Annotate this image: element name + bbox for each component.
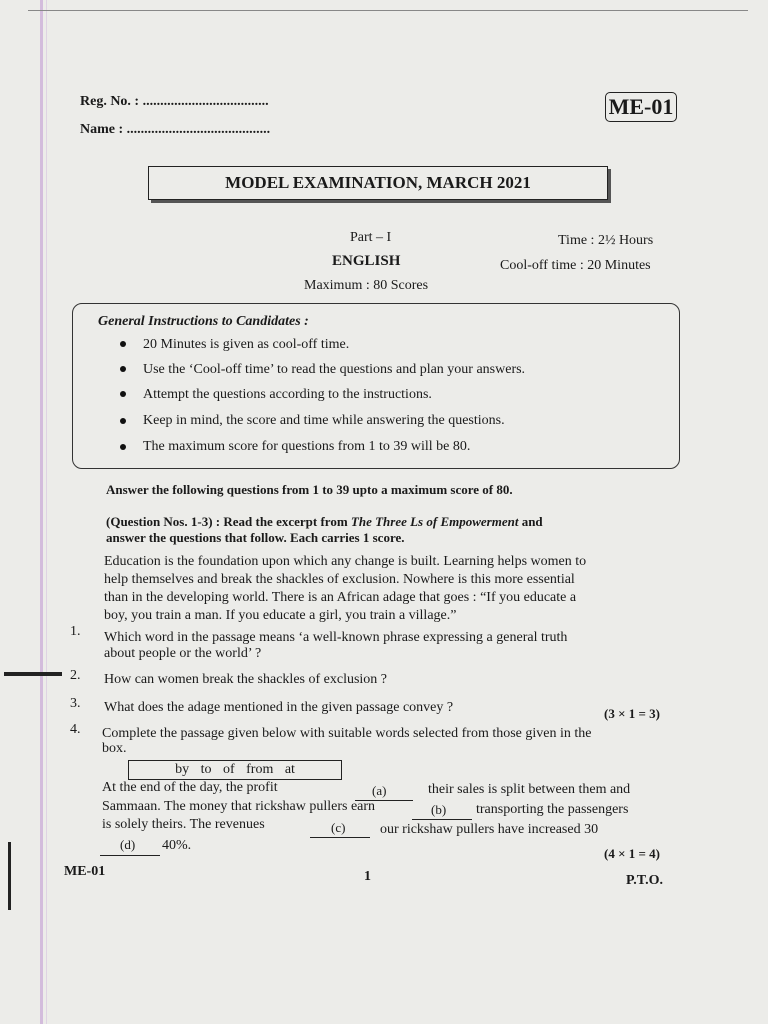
- cloze-text: our rickshaw pullers have increased 30: [380, 822, 599, 837]
- time-label: Time : 2½ Hours: [558, 233, 654, 248]
- instructions-heading: General Instructions to Candidates :: [98, 314, 309, 329]
- top-rule: [28, 10, 748, 11]
- passage-line: Education is the foundation upon which any change is built. Learning helps women to: [104, 554, 587, 569]
- question-text: How can women break the shackles of exclusion ?: [104, 672, 388, 687]
- page-number: 1: [364, 869, 371, 884]
- paper-code: ME-01: [605, 92, 677, 122]
- cloze-text: their sales is split between them and: [428, 782, 631, 797]
- punch-mark: [4, 672, 62, 676]
- cloze-text: Sammaan. The money that rickshaw pullers earn: [102, 799, 376, 814]
- cloze-text: is solely theirs. The revenues: [102, 817, 265, 832]
- passage-line: boy, you train a man. If you educate a girl, you train a village.”: [104, 608, 457, 623]
- blank-label-b: (b): [431, 802, 447, 817]
- bullet-icon: [120, 444, 126, 450]
- part-label: Part – I: [350, 230, 392, 245]
- question-text: box.: [102, 741, 127, 756]
- cool-off-label: Cool-off time : 20 Minutes: [500, 258, 651, 273]
- instruction-item: Keep in mind, the score and time while answering the questions.: [143, 413, 505, 428]
- question-text: about people or the world’ ?: [104, 646, 262, 661]
- passage-line: than in the developing world. There is an African adage that goes : “If you educate a: [104, 590, 577, 605]
- footer-code: ME-01: [64, 864, 106, 879]
- instruction-item: The maximum score for questions from 1 to 39 will be 80.: [143, 439, 471, 454]
- cloze-text: 40%.: [162, 838, 192, 853]
- blank-line: [412, 819, 472, 820]
- question-number: 4.: [70, 722, 81, 737]
- cloze-text: transporting the passengers: [476, 802, 629, 817]
- cloze-text: At the end of the day, the profit: [102, 780, 278, 795]
- blank-label-a: (a): [372, 783, 387, 798]
- excerpt-intro-prefix: (Question Nos. 1-3) : Read the excerpt from: [106, 514, 351, 529]
- bullet-icon: [120, 366, 126, 372]
- maximum-score: Maximum : 80 Scores: [304, 278, 429, 293]
- blank-label-d: (d): [120, 837, 136, 852]
- bullet-icon: [120, 341, 126, 347]
- word-box: by to of from at: [128, 760, 342, 780]
- margin-line: [46, 0, 47, 1024]
- reg-no-field: Reg. No. : ....................................: [80, 94, 269, 109]
- question-text: Which word in the passage means ‘a well-known phrase expressing a general truth: [104, 630, 568, 645]
- question-number: 1.: [70, 624, 81, 639]
- edge-mark: [8, 842, 11, 910]
- margin-line: [40, 0, 43, 1024]
- question-text: Complete the passage given below with suitable words selected from those given in the: [102, 726, 592, 741]
- instruction-item: 20 Minutes is given as cool-off time.: [143, 337, 350, 352]
- score-label: (3 × 1 = 3): [604, 706, 660, 721]
- name-field: Name : .........................................: [80, 122, 271, 137]
- answer-instruction: Answer the following questions from 1 to 39 upto a maximum score of 80.: [106, 482, 513, 497]
- bullet-icon: [120, 418, 126, 424]
- pto-label: P.T.O.: [626, 873, 663, 888]
- excerpt-intro: [106, 514, 543, 530]
- instruction-item: Use the ‘Cool-off time’ to read the questions and plan your answers.: [143, 362, 526, 377]
- question-number: 3.: [70, 696, 81, 711]
- exam-title: MODEL EXAMINATION, MARCH 2021: [148, 166, 608, 200]
- question-number: 2.: [70, 668, 81, 683]
- blank-line: [310, 837, 370, 838]
- excerpt-intro-line2: answer the questions that follow. Each carries 1 score.: [106, 530, 405, 545]
- blank-line: [100, 855, 160, 856]
- subject-label: ENGLISH: [332, 253, 401, 269]
- instruction-item: Attempt the questions according to the instructions.: [143, 387, 432, 402]
- excerpt-book-title: The Three Ls of Empowerment: [350, 514, 519, 529]
- score-label: (4 × 1 = 4): [604, 846, 660, 861]
- blank-label-c: (c): [331, 820, 346, 835]
- bullet-icon: [120, 391, 126, 397]
- question-text: What does the adage mentioned in the given passage convey ?: [104, 700, 454, 715]
- excerpt-intro-suffix: and: [518, 514, 543, 529]
- passage-line: help themselves and break the shackles of exclusion. Nowhere is this more essential: [104, 572, 575, 587]
